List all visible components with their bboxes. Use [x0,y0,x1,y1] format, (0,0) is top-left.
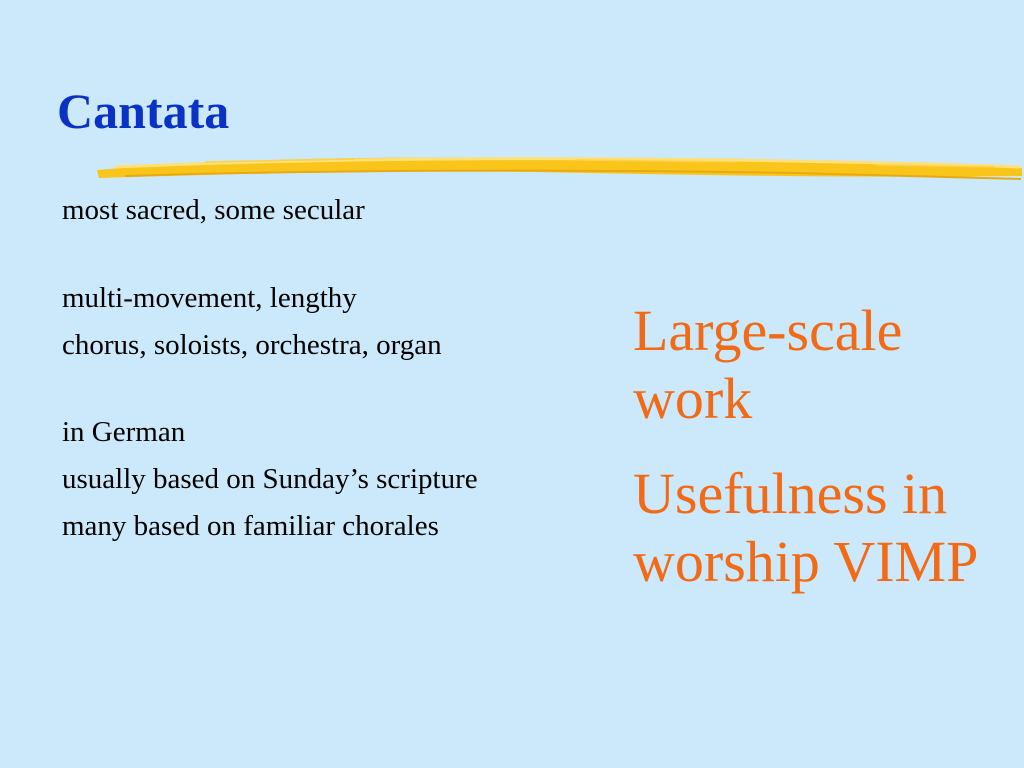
note-usefulness-in-worship: Usefulness in worship VIMP [633,460,979,595]
side-notes [633,297,1013,597]
note-large-scale-work: Large-scale work [633,298,903,432]
bullet-item: in German [62,416,186,449]
bullet-item: multi-movement, lengthy [62,281,357,314]
bullet-item: many based on familiar chorales [62,509,439,542]
bullet-item: most sacred, some secular [62,194,365,226]
slide-title: Cantata [57,83,230,139]
title-underline-brushstroke [95,148,1024,190]
bullet-list [62,193,602,544]
bullet-item: usually based on Sunday’s scripture [62,463,478,496]
bullet-item: chorus, soloists, orchestra, organ [62,328,442,361]
